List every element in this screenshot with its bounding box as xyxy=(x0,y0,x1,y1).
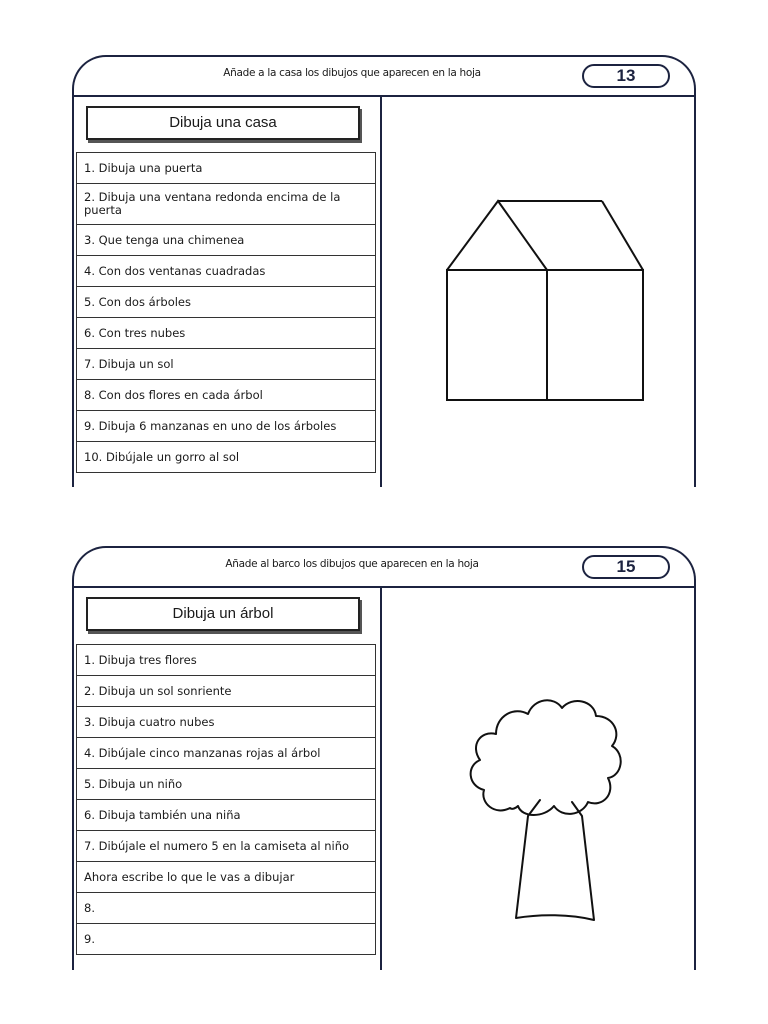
house-side-wall xyxy=(547,270,643,400)
instruction-list xyxy=(76,152,376,473)
list-item: 3. Dibuja cuatro nubes xyxy=(77,707,375,738)
list-item: 2. Dibuja una ventana redonda encima de la puerta xyxy=(77,184,375,225)
list-item: 1. Dibuja una puerta xyxy=(77,153,375,184)
instruction-text: Añade a la casa los dibujos que aparecen en la hoja xyxy=(223,67,481,79)
list-item: 8. Con dos flores en cada árbol xyxy=(77,380,375,411)
list-item: 6. Con tres nubes xyxy=(77,318,375,349)
list-item: 4. Dibújale cinco manzanas rojas al árbol xyxy=(77,738,375,769)
house-gable xyxy=(447,201,547,270)
house-front-wall xyxy=(447,270,547,400)
exercise-title: Dibuja una casa xyxy=(86,106,360,140)
list-item: 6. Dibuja también una niña xyxy=(77,800,375,831)
list-item: 3. Que tenga una chimenea xyxy=(77,225,375,256)
worksheet-card-tree xyxy=(72,546,696,970)
worksheet-card-house xyxy=(72,55,696,487)
list-item: 7. Dibuja un sol xyxy=(77,349,375,380)
header-divider xyxy=(72,586,696,588)
house-drawing xyxy=(442,195,652,405)
list-item: 7. Dibújale el numero 5 en la camiseta al niño xyxy=(77,831,375,862)
list-item: 8. xyxy=(77,893,375,924)
roof-edge xyxy=(602,201,643,270)
page-number-badge: 13 xyxy=(582,64,670,88)
instruction-list xyxy=(76,644,376,955)
list-item: 2. Dibuja un sol sonriente xyxy=(77,676,375,707)
exercise-title: Dibuja un árbol xyxy=(86,597,360,631)
list-item: 9. Dibuja 6 manzanas en uno de los árboles xyxy=(77,411,375,442)
tree-trunk xyxy=(516,800,594,920)
column-divider xyxy=(380,586,382,970)
list-item: 5. Dibuja un niño xyxy=(77,769,375,800)
header-divider xyxy=(72,95,696,97)
list-item: 5. Con dos árboles xyxy=(77,287,375,318)
list-item: 10. Dibújale un gorro al sol xyxy=(77,442,375,473)
list-item: 9. xyxy=(77,924,375,955)
list-item: 1. Dibuja tres flores xyxy=(77,645,375,676)
tree-drawing xyxy=(440,678,630,948)
list-item: Ahora escribe lo que le vas a dibujar xyxy=(77,862,375,893)
tree-crown xyxy=(471,700,621,815)
list-item: 4. Con dos ventanas cuadradas xyxy=(77,256,375,287)
instruction-text: Añade al barco los dibujos que aparecen en la hoja xyxy=(225,558,479,570)
column-divider xyxy=(380,95,382,487)
page-number-badge: 15 xyxy=(582,555,670,579)
